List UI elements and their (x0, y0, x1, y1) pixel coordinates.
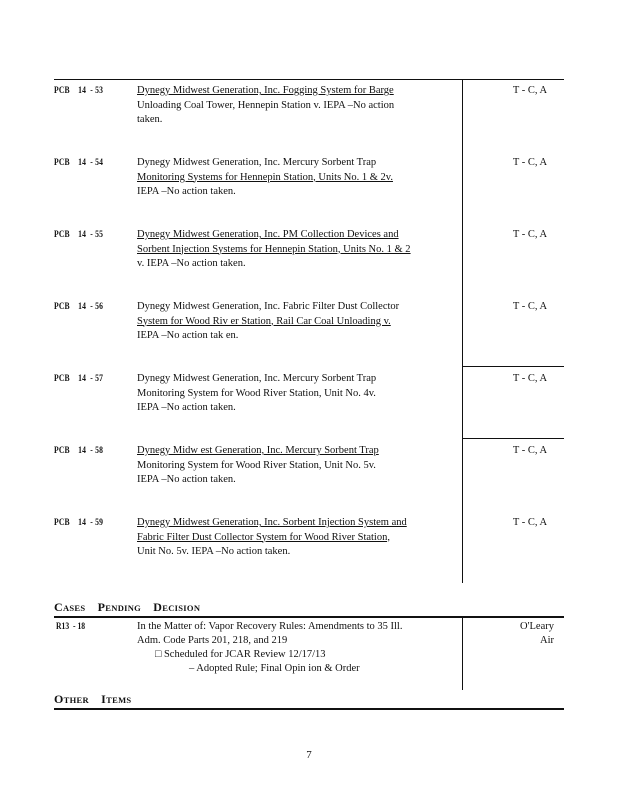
case-number: PCB 14 - 58 (54, 445, 104, 455)
section-heading-other-items: OTHER ITEMS (54, 692, 132, 706)
pending-case-number: R13 - 18 (56, 621, 86, 631)
case-description-line: IEPA –No action tak en. (137, 330, 239, 341)
case-description-line: Dynegy Midwest Generation, Inc. Fabric Filter Dust Collector (137, 301, 400, 312)
case-description-line: Dynegy Midwest Generation, Inc. Mercury Sorbent Trap (137, 373, 377, 384)
assigned-member: O'Leary (520, 621, 554, 632)
pending-column-divider (462, 618, 463, 690)
case-description-line: System for Wood Riv er Station, Rail Car Coal Unloading v. (137, 315, 391, 327)
pending-line-4: – Adopted Rule; Final Opin ion & Order (189, 663, 360, 674)
case-number: PCB 14 - 55 (54, 229, 104, 239)
case-description (137, 300, 455, 344)
table-top-rule (54, 79, 564, 80)
pending-line-2: Adm. Code Parts 201, 218, and 219 (137, 635, 288, 646)
case-description-line: Monitoring Systems for Hennepin Station, Units No. 1 & 2v. (137, 171, 393, 183)
case-type-code: T - C, A (512, 229, 548, 240)
case-type-code: T - C, A (512, 301, 548, 312)
case-description-line: IEPA –No action taken. (137, 474, 236, 485)
pending-line-1: In the Matter of: Vapor Recovery Rules: Amendments to 35 Ill. (137, 621, 403, 632)
case-description-line: Unit No. 5v. IEPA –No action taken. (137, 546, 291, 557)
case-description-line: Dynegy Midwest Generation, Inc. PM Collection Devices and (137, 229, 399, 240)
case-description-line: Unloading Coal Tower, Hennepin Station v. IEPA –No action (137, 99, 395, 111)
case-number: PCB 14 - 53 (54, 85, 104, 95)
column-divider (462, 79, 463, 583)
case-description-line: IEPA –No action taken. (137, 402, 236, 413)
other-heading-rule (54, 708, 564, 710)
case-description (137, 444, 455, 488)
assigned-type: Air (540, 635, 554, 646)
pending-case-assigned (486, 620, 554, 648)
case-type-code: T - C, A (512, 517, 548, 528)
case-description (137, 228, 455, 272)
row-separator (462, 438, 564, 439)
case-description-line: Fabric Filter Dust Collector System for Wood River Station, (137, 531, 390, 543)
case-description-line: Dynegy Midw est Generation, Inc. Mercury Sorbent Trap (137, 445, 379, 456)
case-description-line: v. IEPA –No action taken. (137, 258, 246, 269)
case-number: PCB 14 - 56 (54, 301, 104, 311)
page-number: 7 (306, 749, 312, 761)
pending-heading-rule (54, 616, 564, 618)
case-description-line: Monitoring System for Wood River Station, Unit No. 4v. (137, 387, 376, 399)
case-description-line: Dynegy Midwest Generation, Inc. Sorbent Injection System and (137, 517, 407, 528)
pending-case-description (137, 620, 457, 676)
case-description (137, 84, 455, 128)
case-type-code: T - C, A (512, 373, 548, 384)
case-description-line: Sorbent Injection Systems for Hennepin Station, Units No. 1 & 2 (137, 243, 411, 255)
case-description (137, 372, 455, 416)
case-description-line: IEPA –No action taken. (137, 186, 236, 197)
case-description-line: Dynegy Midwest Generation, Inc. Mercury Sorbent Trap (137, 157, 377, 168)
case-type-code: T - C, A (512, 85, 548, 96)
case-description-line: Monitoring System for Wood River Station, Unit No. 5v. (137, 459, 376, 471)
case-type-code: T - C, A (512, 445, 548, 456)
pending-line-3: □ Scheduled for JCAR Review 12/17/13 (155, 649, 326, 660)
case-number: PCB 14 - 57 (54, 373, 104, 383)
case-description-line: taken. (137, 114, 163, 125)
row-separator (462, 366, 564, 367)
case-number: PCB 14 - 59 (54, 517, 104, 527)
case-description (137, 516, 455, 560)
case-description-line: Dynegy Midwest Generation, Inc. Fogging System for Barge (137, 85, 394, 96)
case-type-code: T - C, A (512, 157, 548, 168)
case-description (137, 156, 455, 200)
case-number: PCB 14 - 54 (54, 157, 104, 167)
section-heading-cases-pending-decision: CASES PENDING DECISION (54, 600, 201, 614)
